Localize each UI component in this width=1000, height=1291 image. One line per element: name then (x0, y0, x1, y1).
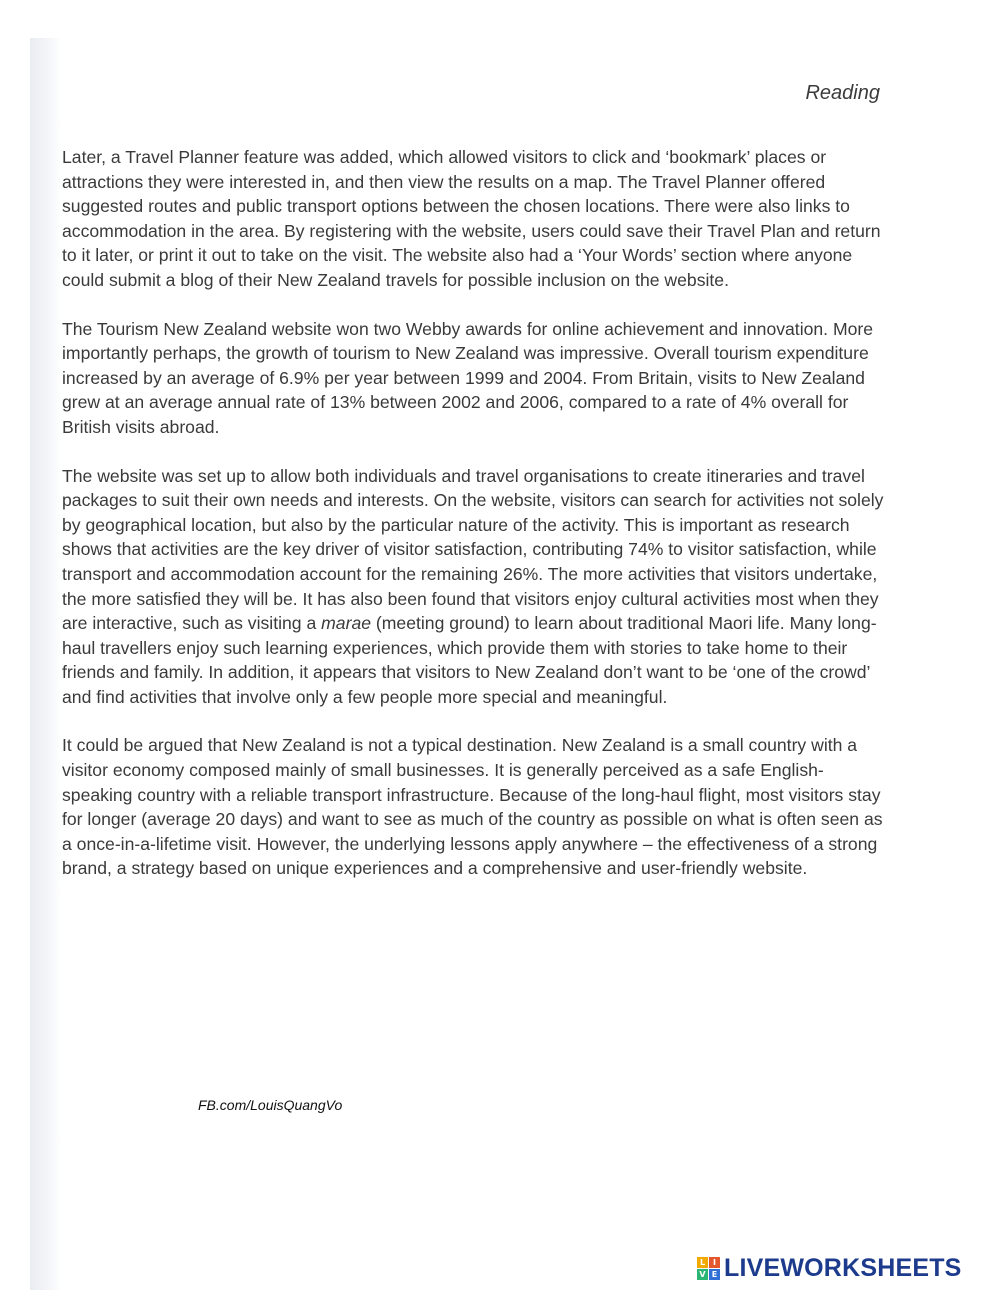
reading-passage (62, 145, 888, 905)
paragraph-4: It could be argued that New Zealand is not a typical destination. New Zealand is a small country with a visitor economy composed mainly of small businesses. It is generally perceived as a safe English-speaking country with a reliable transport infrastructure. Because of the long-haul flight, most visitors stay for longer (average 20 days) and want to see as much of the country as possible on what is often seen as a once-in-a-lifetime visit. However, the underlying lessons apply anywhere – the effectiveness of a strong brand, a strategy based on unique experiences and a comprehensive and user-friendly website. (62, 735, 883, 879)
liveworksheets-wordmark: LIVEWORKSHEETS (724, 1254, 962, 1282)
credit-text: FB.com/LouisQuangVo (198, 1097, 343, 1113)
paragraph-3-part-2: (meeting ground) to learn about traditional Maori life. Many long-haul travellers enjoy such learning experiences, which provide them with stories to take home to their friends and family. In addition, it appears that visitors to New Zealand don’t want to be ‘one of the crowd’ and find activities that involve only a few people more special and meaningful. (62, 613, 877, 707)
paragraph-3-part-1: The website was set up to allow both individuals and travel organisations to create itineraries and travel packages to suit their own needs and interests. On the website, visitors can search for activities not solely by geographical location, but also by the particular nature of the activity. This is important as research shows that activities are the key driver of visitor satisfaction, contributing 74% to visitor satisfaction, while transport and accommodation account for the remaining 26%. The more activities that visitors undertake, the more satisfied they will be. It has also been found that visitors enjoy cultural activities most when they are interactive, such as visiting a (62, 465, 884, 634)
paragraph-2: The Tourism New Zealand website won two Webby awards for online achievement and innovation. More importantly perhaps, the growth of tourism to New Zealand was impressive. Overall tourism expenditure increased by an average of 6.9% per year between 1999 and 2004. From Britain, visits to New Zealand grew at an average annual rate of 13% between 2002 and 2006, compared to a rate of 4% overall for British visits abroad. (62, 318, 874, 437)
paragraph-3 (62, 464, 888, 710)
logo-letter-l: L (697, 1257, 708, 1268)
paragraph-3-italic-term: marae (321, 613, 372, 634)
logo-letter-e: E (709, 1269, 720, 1280)
liveworksheets-icon (697, 1257, 720, 1280)
paragraph-1: Later, a Travel Planner feature was added, which allowed visitors to click and ‘bookmark’ places or attractions they were interested in, and then view the results on a map. The Travel Planner offered suggested routes and public transport options between the chosen locations. There were also links to accommodation in the area. By registering with the website, users could save their Travel Plan and return to it later, or print it out to take on the visit. The website also had a ‘Your Words’ section where anyone could submit a blog of their New Zealand travels for possible inclusion on the website. (62, 147, 881, 290)
liveworksheets-logo (697, 1254, 962, 1283)
scan-edge-shadow (30, 38, 62, 1290)
section-header: Reading (805, 82, 880, 104)
logo-letter-v: V (697, 1269, 708, 1280)
logo-letter-i: I (709, 1257, 720, 1268)
